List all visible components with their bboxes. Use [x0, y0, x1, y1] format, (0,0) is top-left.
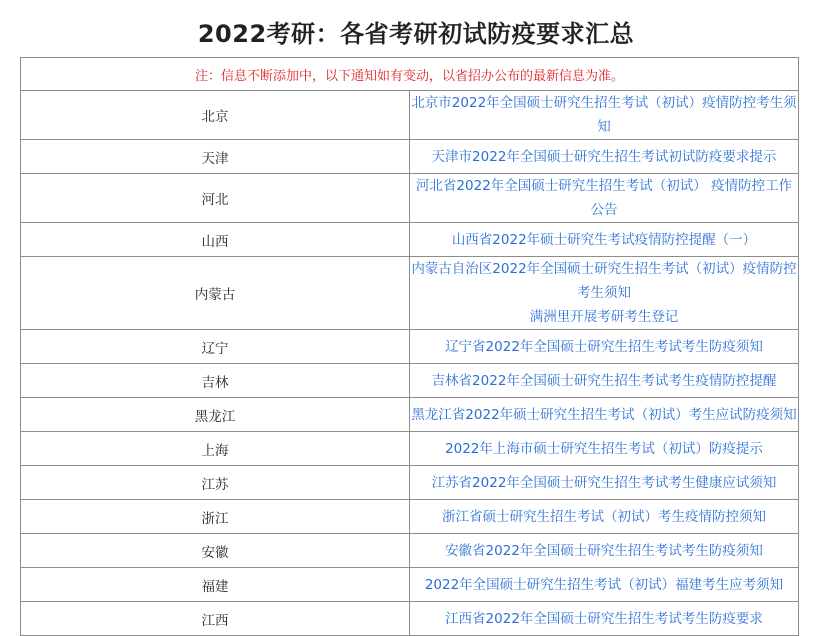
- notice-cell: [410, 223, 799, 257]
- notice-cell: [410, 364, 799, 398]
- province-cell: 北京: [21, 91, 410, 140]
- province-cell: 河北: [21, 174, 410, 223]
- table-row: [21, 398, 799, 432]
- table-row: [21, 140, 799, 174]
- notice-cell: [410, 174, 799, 223]
- notice-link[interactable]: 山西省2022年硕士研究生考试疫情防控提醒（一）: [451, 231, 757, 248]
- province-cell: 辽宁: [21, 330, 410, 364]
- notice-link[interactable]: 2022年上海市硕士研究生招生考试（初试）防疫提示: [445, 440, 763, 457]
- province-cell: 福建: [21, 568, 410, 602]
- province-cell: 内蒙古: [21, 257, 410, 330]
- notice-link[interactable]: 黑龙江省2022年硕士研究生招生考试（初试）考生应试防疫须知: [411, 406, 797, 423]
- notice-cell: [410, 602, 799, 636]
- notice-link[interactable]: 内蒙古自治区2022年全国硕士研究生招生考试（初试）疫情防控考生须知: [411, 261, 797, 301]
- note-row: [21, 58, 799, 91]
- notice-cell: [410, 398, 799, 432]
- table-row: [21, 223, 799, 257]
- notice-cell: [410, 257, 799, 330]
- province-cell: 黑龙江: [21, 398, 410, 432]
- province-cell: 山西: [21, 223, 410, 257]
- notice-cell: [410, 330, 799, 364]
- table-row: [21, 466, 799, 500]
- notice-cell: [410, 91, 799, 140]
- notice-cell: [410, 466, 799, 500]
- epidemic-requirements-table: [20, 57, 799, 636]
- table-row: [21, 257, 799, 330]
- notice-link[interactable]: 北京市2022年全国硕士研究生招生考试（初试）疫情防控考生须知: [411, 95, 797, 135]
- province-cell: 安徽: [21, 534, 410, 568]
- notice-link[interactable]: 江苏省2022年全国硕士研究生招生考试考生健康应试须知: [431, 474, 777, 491]
- notice-link[interactable]: 天津市2022年全国硕士研究生招生考试初试防疫要求提示: [431, 148, 777, 165]
- notice-cell: [410, 500, 799, 534]
- notice-cell: [410, 568, 799, 602]
- table-row: [21, 91, 799, 140]
- province-cell: 上海: [21, 432, 410, 466]
- table-row: [21, 330, 799, 364]
- note-text: 注：信息不断添加中，以下通知如有变动，以省招办公布的最新信息为准。: [21, 58, 799, 91]
- table-row: [21, 174, 799, 223]
- notice-link[interactable]: 江西省2022年全国硕士研究生招生考试考生防疫要求: [445, 610, 763, 627]
- table-row: [21, 568, 799, 602]
- notice-cell: [410, 140, 799, 174]
- table-row: [21, 432, 799, 466]
- table-row: [21, 602, 799, 636]
- province-cell: 天津: [21, 140, 410, 174]
- notice-cell: [410, 534, 799, 568]
- notice-link[interactable]: 2022年全国硕士研究生招生考试（初试）福建考生应考须知: [424, 576, 784, 593]
- notice-link[interactable]: 吉林省2022年全国硕士研究生招生考试考生疫情防控提醒: [431, 372, 777, 389]
- table-row: [21, 364, 799, 398]
- province-cell: 江苏: [21, 466, 410, 500]
- notice-link[interactable]: 辽宁省2022年全国硕士研究生招生考试考生防疫须知: [445, 338, 763, 355]
- notice-link[interactable]: 满洲里开展考研考生登记: [529, 309, 679, 325]
- province-cell: 吉林: [21, 364, 410, 398]
- table-row: [21, 500, 799, 534]
- province-cell: 浙江: [21, 500, 410, 534]
- table-row: [21, 534, 799, 568]
- notice-cell: [410, 432, 799, 466]
- notice-link[interactable]: 浙江省硕士研究生招生考试（初试）考生疫情防控须知: [442, 508, 766, 525]
- notice-link[interactable]: 安徽省2022年全国硕士研究生招生考试考生防疫须知: [445, 542, 763, 559]
- province-cell: 江西: [21, 602, 410, 636]
- notice-link[interactable]: 河北省2022年全国硕士研究生招生考试（初试） 疫情防控工作公告: [415, 178, 793, 218]
- page-title: 2022考研：各省考研初试防疫要求汇总: [197, 20, 635, 48]
